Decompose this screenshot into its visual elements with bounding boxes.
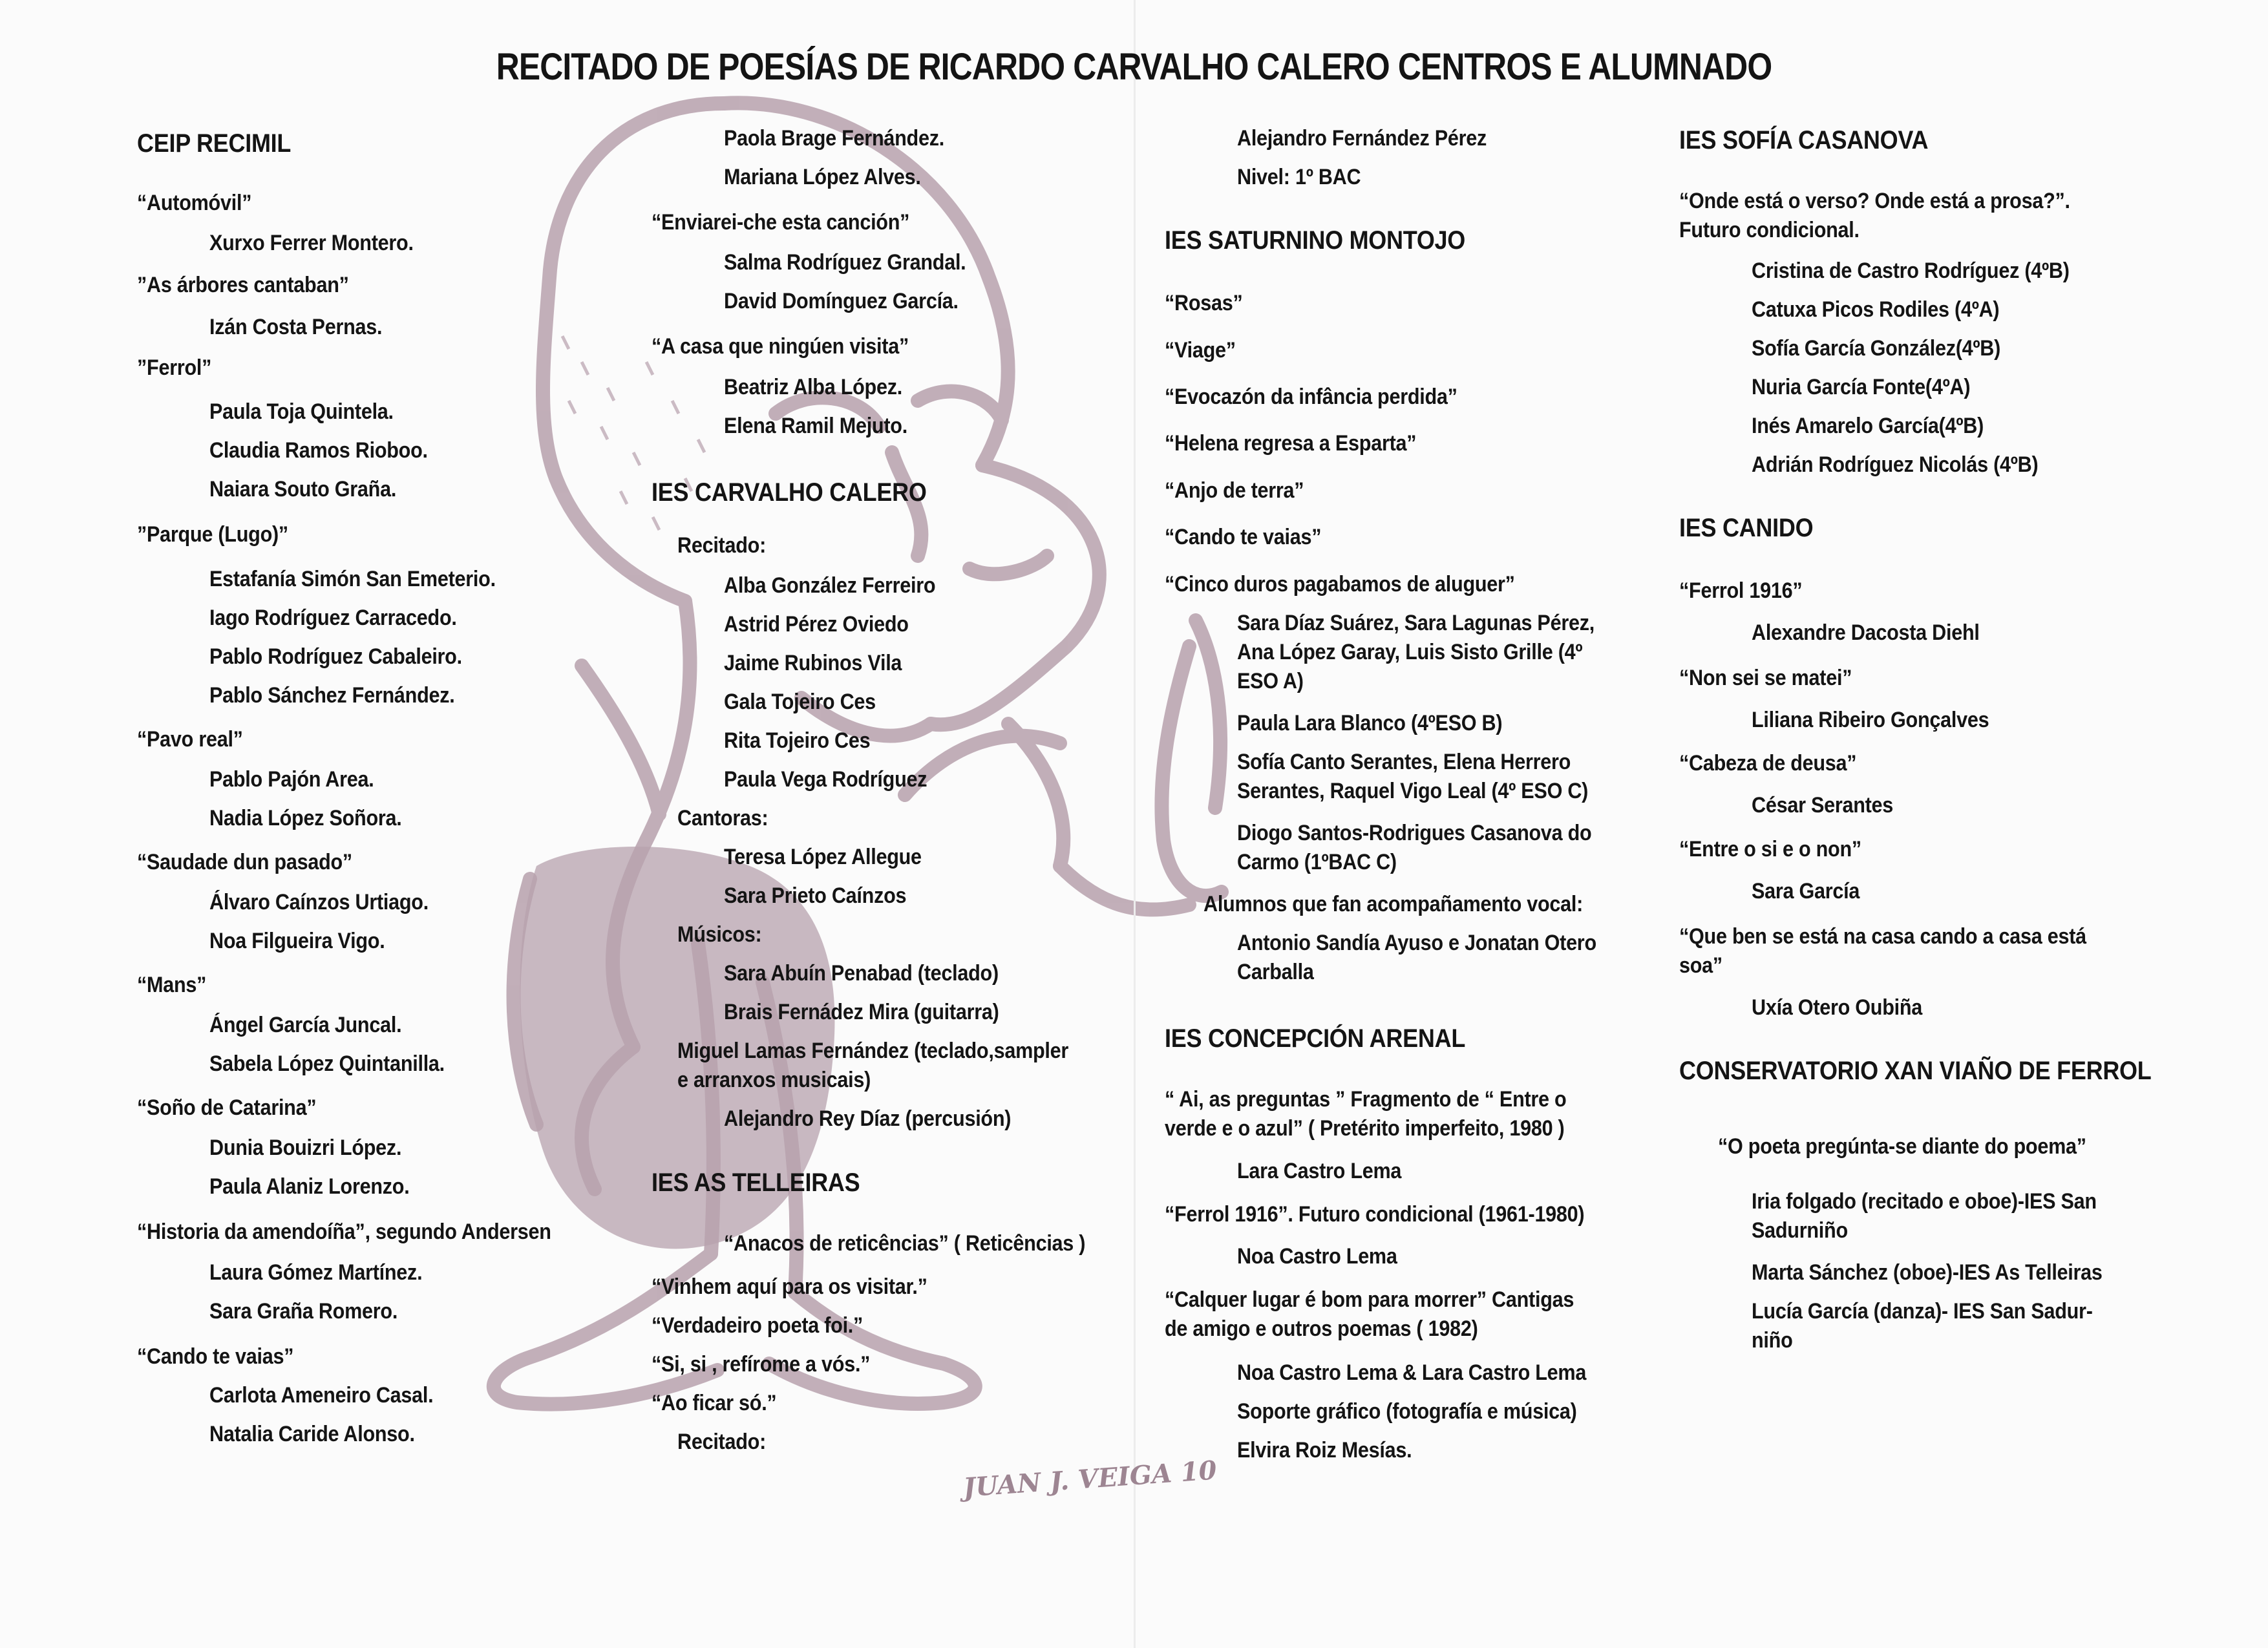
- student-name: César Serantes: [1752, 793, 1894, 818]
- section-heading: IES SATURNINO MONTOJO: [1165, 226, 1466, 255]
- section-heading: IES SOFÍA CASANOVA: [1679, 126, 1929, 154]
- poem-title: “Saudade dun pasado”: [137, 850, 352, 874]
- student-name: Paola Brage Fernández.: [724, 126, 944, 151]
- poem-title: de amigo e outros poemas ( 1982): [1165, 1316, 1478, 1341]
- poem-title: “Evocazón da infância perdida”: [1165, 385, 1457, 409]
- student-name: Antonio Sandía Ayuso e Jonatan Otero: [1237, 931, 1596, 955]
- section-heading: CONSERVATORIO XAN VIAÑO DE FERROL: [1679, 1057, 2152, 1085]
- student-name: Álvaro Caínzos Urtiago.: [209, 890, 429, 914]
- student-name: Carballa: [1237, 960, 1314, 984]
- poem-title: “Non sei se matei”: [1679, 666, 1852, 690]
- student-name: Ángel García Juncal.: [209, 1013, 402, 1037]
- student-name: Soporte gráfico (fotografía e música): [1237, 1399, 1577, 1424]
- poem-title: “Viage”: [1165, 338, 1236, 363]
- student-name: Estafanía Simón San Emeterio.: [209, 567, 496, 591]
- student-name: Rita Tojeiro Ces: [724, 728, 871, 753]
- student-name: Carmo (1ºBAC C): [1237, 850, 1397, 874]
- student-name: Mariana López Alves.: [724, 165, 921, 189]
- student-name: Teresa López Allegue: [724, 845, 922, 869]
- student-name: Jaime Rubinos Vila: [724, 651, 902, 675]
- student-name: Alejandro Rey Díaz (percusión): [724, 1106, 1012, 1131]
- section-heading: IES CANIDO: [1679, 514, 1814, 542]
- student-name: Noa Castro Lema & Lara Castro Lema: [1237, 1360, 1587, 1385]
- student-name: Iago Rodríguez Carracedo.: [209, 606, 457, 630]
- student-name: Nadia López Soñora.: [209, 806, 402, 830]
- student-name: Xurxo Ferrer Montero.: [209, 231, 414, 255]
- poem-title: “Vinhem aquí para os visitar.”: [652, 1274, 927, 1299]
- student-name: Claudia Ramos Rioboo.: [209, 438, 428, 463]
- student-name: Paula Lara Blanco (4ºESO B): [1237, 711, 1503, 735]
- poem-title: “Ao ficar só.”: [652, 1391, 777, 1415]
- student-name: Sabela López Quintanilla.: [209, 1051, 445, 1076]
- student-name: Catuxa Picos Rodiles (4ºA): [1752, 297, 2000, 322]
- student-name: Sofía Canto Serantes, Elena Herrero: [1237, 750, 1571, 774]
- poem-title: “ Ai, as preguntas ” Fragmento de “ Entre o: [1165, 1087, 1567, 1112]
- poem-title: “Calquer lugar é bom para morrer” Cantigas: [1165, 1287, 1574, 1312]
- student-name: e arranxos musicais): [677, 1068, 871, 1092]
- student-name: Noa Filgueira Vigo.: [209, 929, 385, 953]
- poem-title: verde e o azul” ( Pretérito imperfeito, 1980 ): [1165, 1116, 1565, 1141]
- poem-title: “Enviarei-che esta canción”: [652, 210, 910, 235]
- student-name: Sadurniño: [1752, 1218, 1848, 1243]
- student-name: Astrid Pérez Oviedo: [724, 612, 909, 637]
- student-name: Liliana Ribeiro Gonçalves: [1752, 708, 1989, 732]
- poem-title: “Cabeza de deusa”: [1679, 751, 1857, 776]
- poem-title: “Ferrol 1916”. Futuro condicional (1961-1980): [1165, 1202, 1585, 1227]
- student-name: Elvira Roiz Mesías.: [1237, 1438, 1412, 1463]
- poem-title: “Soño de Catarina”: [137, 1095, 317, 1120]
- student-name: Sofía García González(4ºB): [1752, 336, 2001, 361]
- poem-title: “O poeta pregúnta-se diante do poema”: [1718, 1134, 2086, 1159]
- student-name: Pablo Sánchez Fernández.: [209, 683, 455, 708]
- student-name: Alexandre Dacosta Diehl: [1752, 620, 1980, 645]
- section-heading: IES CARVALHO CALERO: [652, 478, 927, 507]
- student-name: Alejandro Fernández Pérez: [1237, 126, 1487, 151]
- poem-title: “Automóvil”: [137, 191, 252, 215]
- role-label: Recitado:: [677, 1430, 766, 1454]
- student-name: Carlota Ameneiro Casal.: [209, 1383, 434, 1408]
- student-name: Pablo Rodríguez Cabaleiro.: [209, 644, 462, 669]
- poem-title: “Helena regresa a Esparta”: [1165, 431, 1417, 456]
- poem-title: ”Ferrol”: [137, 355, 212, 380]
- student-name: Brais Fernádez Mira (guitarra): [724, 1000, 999, 1024]
- student-name: Lara Castro Lema: [1237, 1159, 1402, 1183]
- poem-title: “Cinco duros pagabamos de aluguer”: [1165, 572, 1515, 597]
- section-heading: IES AS TELLEIRAS: [652, 1168, 860, 1197]
- poem-title: “Entre o si e o non”: [1679, 837, 1861, 861]
- student-name: Adrián Rodríguez Nicolás (4ºB): [1752, 452, 2039, 477]
- student-name: Dunia Bouizri López.: [209, 1136, 402, 1160]
- role-label: Cantoras:: [677, 806, 768, 830]
- student-name: Paula Vega Rodríguez: [724, 767, 927, 792]
- student-name: Alba González Ferreiro: [724, 573, 936, 598]
- poem-title: “Cando te vaias”: [1165, 525, 1322, 549]
- student-name: Uxía Otero Oubiña: [1752, 995, 1923, 1020]
- poem-title: “Onde está o verso? Onde está a prosa?”.: [1679, 189, 2070, 213]
- student-name: Sara García: [1752, 879, 1860, 903]
- poem-title: “Anacos de reticências” ( Reticências ): [724, 1231, 1086, 1256]
- student-name: Ana López Garay, Luis Sisto Grille (4º: [1237, 640, 1583, 664]
- student-name: ESO A): [1237, 669, 1304, 693]
- artist-signature: JUAN J. VEIGA 10: [962, 1455, 1218, 1503]
- student-name: Serantes, Raquel Vigo Leal (4º ESO C): [1237, 779, 1589, 803]
- poem-title: “Si, si , refírome a vós.”: [652, 1352, 871, 1377]
- student-name: Gala Tojeiro Ces: [724, 690, 876, 714]
- student-name: Nuria García Fonte(4ºA): [1752, 375, 1971, 399]
- section-heading: CEIP RECIMIL: [137, 129, 291, 158]
- student-name: Miguel Lamas Fernández (teclado,sampler: [677, 1039, 1069, 1063]
- student-name: Naiara Souto Graña.: [209, 477, 397, 502]
- poem-title: “Cando te vaias”: [137, 1344, 294, 1369]
- student-name: Izán Costa Pernas.: [209, 315, 383, 339]
- page-fold: [1134, 0, 1136, 1648]
- student-name: Marta Sánchez (oboe)-IES As Telleiras: [1752, 1260, 2103, 1285]
- poem-title: ”Parque (Lugo)”: [137, 522, 288, 547]
- poem-title: “Historia da amendoíña”, segundo Andersen: [137, 1220, 551, 1244]
- student-name: Inés Amarelo García(4ºB): [1752, 414, 1984, 438]
- student-name: David Domínguez García.: [724, 289, 959, 313]
- student-name: Noa Castro Lema: [1237, 1244, 1397, 1269]
- poem-title: “Ferrol 1916”: [1679, 578, 1803, 603]
- student-name: niño: [1752, 1328, 1793, 1353]
- student-name: Paula Toja Quintela.: [209, 399, 394, 424]
- student-name: Sara Díaz Suárez, Sara Lagunas Pérez,: [1237, 611, 1595, 635]
- student-name: Diogo Santos-Rodrigues Casanova do: [1237, 821, 1592, 845]
- student-name: Paula Alaniz Lorenzo.: [209, 1174, 410, 1199]
- role-label: Alumnos que fan acompañamento vocal:: [1203, 892, 1584, 916]
- student-name: Beatriz Alba López.: [724, 375, 902, 399]
- student-name: Pablo Pajón Area.: [209, 767, 374, 792]
- poem-title: “Anjo de terra”: [1165, 478, 1304, 503]
- student-name: Sara Graña Romero.: [209, 1299, 398, 1324]
- poem-title: “Verdadeiro poeta foi.”: [652, 1313, 864, 1338]
- poem-title: “Mans”: [137, 973, 207, 997]
- poem-title: ”As árbores cantaban”: [137, 273, 349, 297]
- role-label: Músicos:: [677, 922, 762, 947]
- student-level: Nivel: 1º BAC: [1237, 165, 1361, 189]
- student-name: Lucía García (danza)- IES San Sadur-: [1752, 1299, 2093, 1324]
- role-label: Recitado:: [677, 533, 766, 558]
- poem-title: Futuro condicional.: [1679, 218, 1860, 242]
- poem-title: “Rosas”: [1165, 291, 1243, 315]
- poem-title: soa”: [1679, 953, 1722, 978]
- student-name: Cristina de Castro Rodríguez (4ºB): [1752, 259, 2070, 283]
- student-name: Iria folgado (recitado e oboe)-IES San: [1752, 1189, 2097, 1214]
- student-name: Sara Abuín Penabad (teclado): [724, 961, 999, 986]
- student-name: Laura Gómez Martínez.: [209, 1260, 423, 1285]
- poem-title: “A casa que ningúen visita”: [652, 334, 909, 359]
- student-name: Salma Rodríguez Grandal.: [724, 250, 966, 275]
- poem-title: “Pavo real”: [137, 727, 243, 752]
- page-title: RECITADO DE POESÍAS DE RICARDO CARVALHO CALERO CENTROS E ALUMNADO: [496, 46, 1772, 88]
- poem-title: “Que ben se está na casa cando a casa está: [1679, 924, 2086, 949]
- student-name: Elena Ramil Mejuto.: [724, 414, 907, 438]
- student-name: Sara Prieto Caínzos: [724, 883, 907, 908]
- student-name: Natalia Caride Alonso.: [209, 1422, 415, 1446]
- section-heading: IES CONCEPCIÓN ARENAL: [1165, 1024, 1466, 1053]
